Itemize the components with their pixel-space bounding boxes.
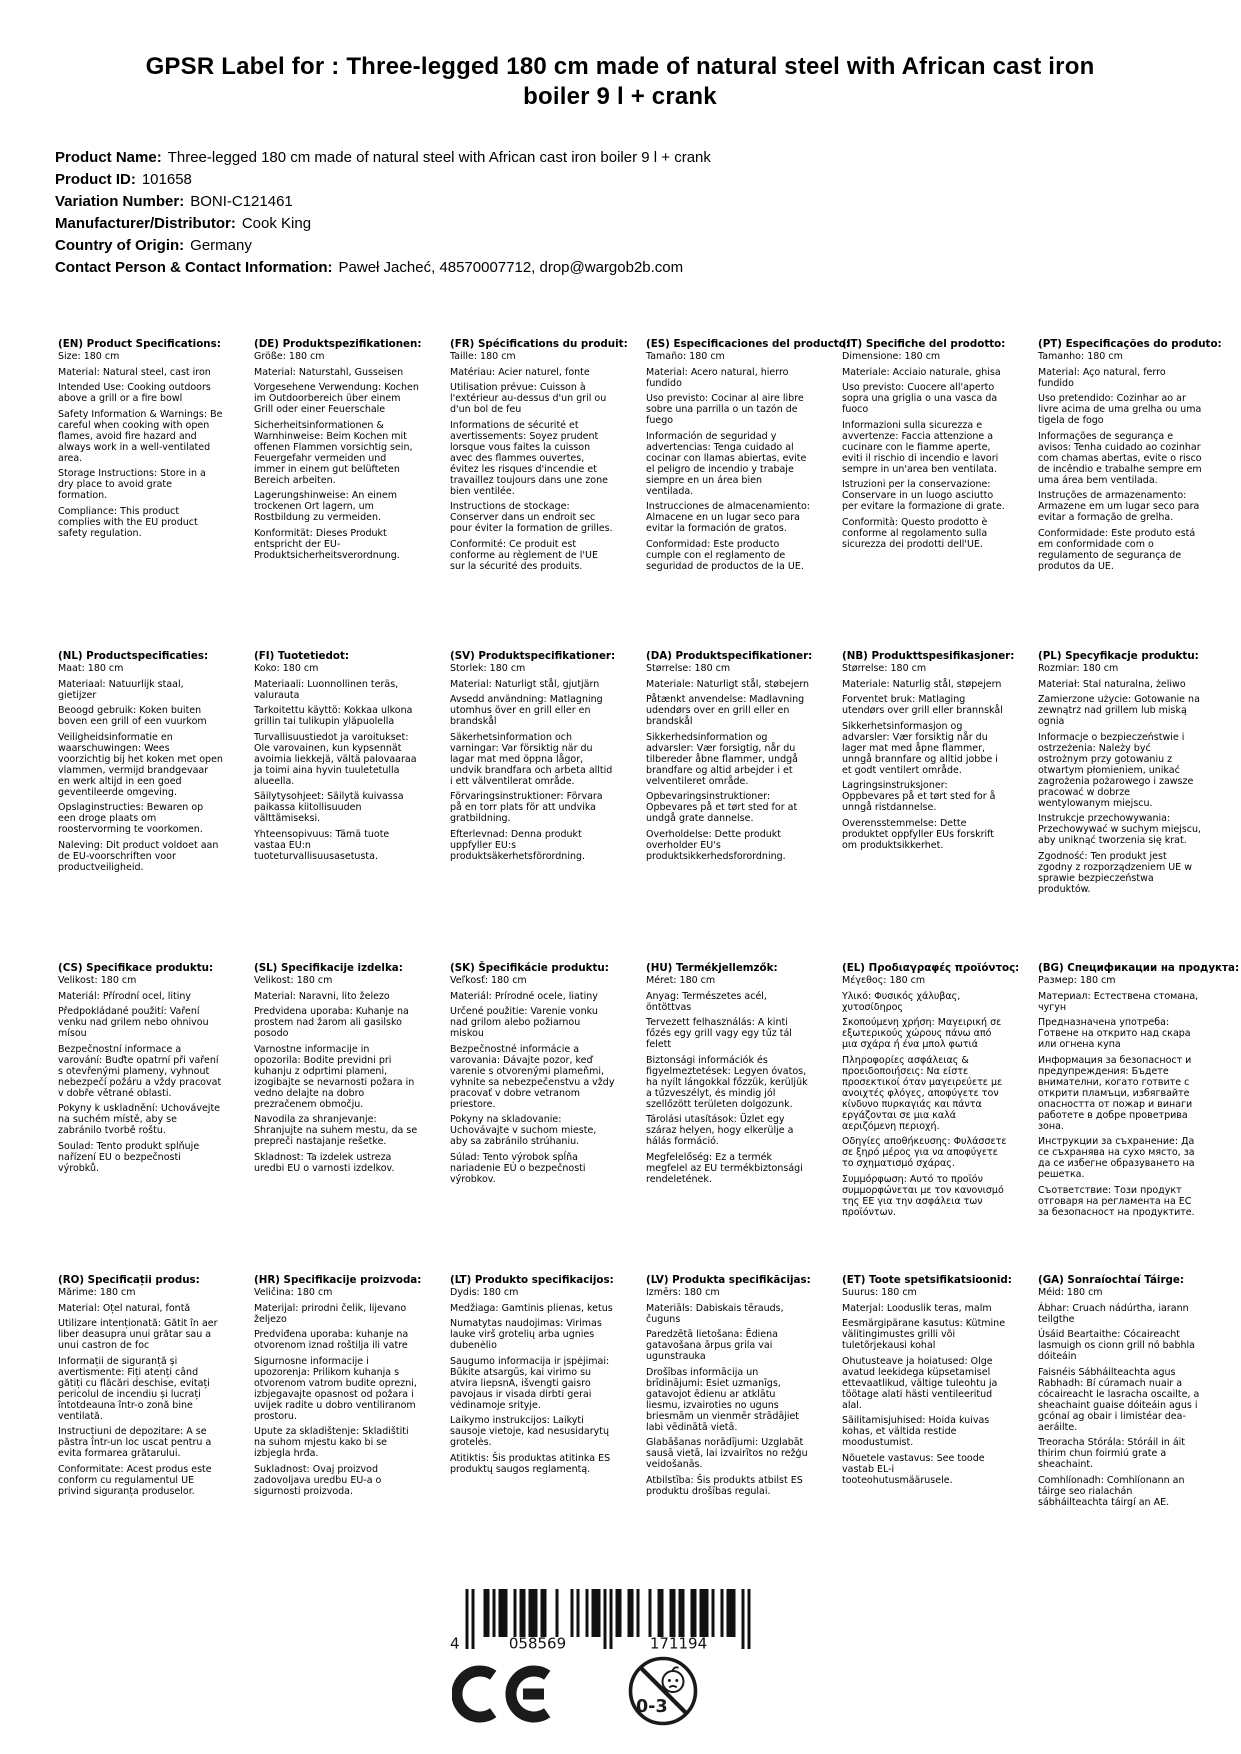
spec-paragraph: Opbevaringsinstruktioner: Opbevares på et tørt sted for at undgå grate dannelse. — [646, 791, 798, 824]
spec-paragraph: Tamanho: 180 cm — [1038, 351, 1123, 362]
spec-paragraph: Materiál: Přírodní ocel, litiny — [58, 990, 191, 1002]
barcode-lead-digit: 4 — [449, 1634, 460, 1653]
language-block-heading: (HR) Specifikacije proizvoda: — [254, 1274, 422, 1286]
barcode-bar — [592, 1589, 595, 1637]
info-field — [55, 191, 711, 213]
barcode-bar — [730, 1589, 733, 1637]
spec-paragraph: Предназначена употреба: Готвене на открито над скара или огнена купа — [1038, 1017, 1191, 1050]
barcode-bar — [673, 1589, 676, 1637]
barcode-bar — [691, 1589, 694, 1637]
spec-paragraph: Материал: Естествена стомана, чугун — [1038, 990, 1199, 1013]
barcode-bar — [544, 1589, 547, 1637]
spec-paragraph: Intended Use: Cooking outdoors above a grill or a fire bowl — [58, 382, 211, 404]
spec-paragraph: Rozmiar: 180 cm — [1038, 663, 1119, 674]
spec-paragraph: Bezpečnostné informácie a varovania: Dávajte pozor, keď varenie s otvorenými plameňmi, vyhnite sa nebezpečenstvu a vždy pracovať v dobre vetranom priestore. — [450, 1043, 615, 1110]
info-field — [55, 169, 711, 191]
spec-paragraph: Treoracha Stórála: Stóráil in áit thirim chun foirmiú grate a sheachaint. — [1038, 1437, 1186, 1470]
spec-paragraph: Safety Information & Warnings: Be careful when cooking with open flames, avoid fire hazard and always work in a well-ventilated area. — [58, 408, 223, 464]
spec-paragraph: Určené použitie: Varenie vonku nad grilom alebo požiarnou miskou — [450, 1006, 598, 1039]
barcode-bar — [499, 1589, 502, 1637]
spec-paragraph: Ábhar: Cruach nádúrtha, iarann teilgthe — [1038, 1302, 1189, 1325]
spec-paragraph: Turvallisuustiedot ja varoitukset: Ole varovainen, kun kypsennät avoimia liekkejä, vältä palovaaraa ja toimi aina hyvin tuuletetulla alueella. — [254, 731, 417, 787]
spec-paragraph: Materijal: prirodni čelik, lijevano željezo — [254, 1302, 407, 1325]
language-block-heading: (ET) Toote spetsifikatsioonid: — [842, 1274, 1012, 1286]
barcode-bar — [598, 1589, 601, 1637]
barcode-bar — [541, 1589, 544, 1637]
spec-paragraph: Megfelelőség: Ez a termék megfelel az EU termékbiztonsági rendeletének. — [646, 1151, 803, 1185]
spec-paragraph: Upute za skladištenje: Skladištiti na suhom mjestu kako bi se izbjegla hrđa. — [254, 1426, 409, 1459]
language-block — [842, 650, 1015, 962]
barcode-bar — [637, 1589, 640, 1637]
spec-paragraph: Информация за безопасност и предупреждения: Бъдете внимателни, когато готвите с открити пламъци, избягвайте опасността от пожар и винаги работете в добре проветрива зона. — [1038, 1054, 1193, 1132]
language-block — [646, 338, 850, 650]
spec-paragraph: Overholdelse: Dette produkt overholder EU's produktsikkerhedsforordning. — [646, 828, 786, 862]
language-block — [58, 1274, 223, 1586]
info-value: Three-legged 180 cm made of natural steel with African cast iron boiler 9 l + crank — [167, 149, 711, 166]
spec-paragraph: Dydis: 180 cm — [450, 1287, 519, 1298]
language-block-heading: (DE) Produktspezifikationen: — [254, 338, 422, 350]
spec-paragraph: Predviđena uporaba: kuhanje na otvorenom iznad roštilja ili vatre — [254, 1329, 409, 1351]
language-block-heading: (HU) Termékjellemzők: — [646, 962, 778, 974]
spec-paragraph: Materiale: Naturlig stål, støpejern — [842, 678, 1002, 690]
barcode-bar — [595, 1589, 598, 1637]
spec-paragraph: Sicherheitsinformationen & Warnhinweise: Beim Kochen mit offenen Flammen vorsichtig sein, Feuergefahr vermeiden und immer in einem gut belüfteten Bereich arbeiten. — [254, 419, 413, 486]
info-field — [55, 213, 711, 235]
spec-paragraph: Инструкции за съхранение: Да се съхранява на сухо място, за да се избегне образуването на решетка. — [1038, 1136, 1195, 1180]
language-block — [254, 338, 422, 650]
spec-paragraph: Předpokládané použití: Vaření venku nad grilem nebo ohnivou mísou — [58, 1006, 209, 1039]
spec-paragraph: Navodila za shranjevanje: Shranjujte na suhem mestu, da se prepreči nastajanje rešetke. — [254, 1114, 418, 1147]
info-label: Country of Origin: — [55, 237, 185, 254]
info-value: BONI-C121461 — [190, 193, 293, 210]
language-block-heading: (SL) Specifikacije izdelka: — [254, 962, 403, 974]
spec-paragraph: Saugumo informacija ir įspėjimai: Būkite atsargūs, kai virimo su atvira liepsnA, išvengti gaisro pavojaus ir visada dirbti gerai vėdinamoje srityje. — [450, 1355, 610, 1411]
spec-paragraph: Material: Oțel natural, fontă — [58, 1302, 191, 1314]
language-block — [254, 962, 419, 1274]
spec-paragraph: Velikost: 180 cm — [58, 975, 137, 986]
spec-paragraph: Material: Natural steel, cast iron — [58, 366, 211, 378]
language-block-heading: (NB) Produkttspesifikasjoner: — [842, 650, 1015, 662]
spec-paragraph: Sukladnost: Ovaj proizvod zadovoljava uredbu EU-a o sigurnosti proizvoda. — [254, 1463, 382, 1497]
barcode-bar — [514, 1589, 517, 1637]
spec-paragraph: Soulad: Tento produkt splňuje nařízení EU o bezpečnosti výrobků. — [58, 1140, 200, 1174]
spec-paragraph: Påtænkt anvendelse: Madlavning udendørs over en grill eller en brandskål — [646, 694, 805, 727]
language-block — [646, 1274, 811, 1586]
spec-paragraph: Συμμόρφωση: Αυτό το προϊόν συμμορφώνεται με τον κανονισμό της ΕΕ για την ασφάλεια των προϊόντων. — [842, 1173, 1004, 1218]
barcode-bar — [472, 1589, 475, 1649]
page-title: GPSR Label for : Three-legged 180 cm made of natural steel with African cast iron boiler 9 l + crank — [145, 53, 1095, 110]
language-block — [450, 650, 615, 962]
spec-paragraph: Conformidade: Este produto está em conformidade com o regulamento de segurança de produtos da UE. — [1038, 527, 1196, 572]
spec-paragraph: Pokyny na skladovanie: Uchovávajte v suchom mieste, aby sa zabránilo strúhaniu. — [450, 1114, 597, 1147]
spec-paragraph: Tarkoitettu käyttö: Kokkaa ulkona grillin tai tulikupin yläpuolella — [254, 705, 413, 727]
spec-paragraph: Beoogd gebruik: Koken buiten boven een grill of een vuurkom — [58, 705, 207, 727]
language-block — [646, 962, 811, 1274]
spec-paragraph: Size: 180 cm — [58, 351, 120, 362]
language-block-heading: (LT) Produkto specifikacijos: — [450, 1274, 614, 1286]
barcode-bar — [520, 1589, 523, 1637]
spec-paragraph: Ohutusteave ja hoiatused: Olge avatud leekidega küpsetamisel ettevaatlikud, vältige tuleohtu ja töötage alati hästi ventileeritud alal. — [842, 1355, 998, 1411]
barcode-bar — [733, 1589, 736, 1637]
spec-paragraph: Dimensione: 180 cm — [842, 351, 941, 362]
barcode-bar — [631, 1589, 634, 1637]
barcode-bar — [670, 1589, 673, 1637]
info-label: Manufacturer/Distributor: — [55, 215, 236, 232]
spec-paragraph: Istruzioni per la conservazione: Conservare in un luogo asciutto per evitare la formazione di grate. — [842, 479, 1005, 512]
barcode-bar — [619, 1589, 622, 1637]
language-block — [450, 1274, 615, 1586]
spec-paragraph: Utilizare intenționată: Gătit în aer liber deasupra unui grătar sau a unui castron de foc — [58, 1318, 218, 1351]
spec-paragraph: Materiale: Acciaio naturale, ghisa — [842, 366, 1001, 378]
spec-paragraph: Sikkerhedsinformation og advarsler: Vær forsigtig, når du tilbereder åbne flammer, undgå brandfare og altid arbejder i et velventileret område. — [646, 731, 798, 787]
barcode-bar — [487, 1589, 490, 1637]
barcode-bar — [700, 1589, 703, 1637]
barcode-bar — [484, 1589, 487, 1637]
barcode-bar — [742, 1589, 745, 1649]
language-block-heading: (EL) Προδιαγραφές προϊόντος: — [842, 962, 1020, 974]
barcode-left-digits: 058569 — [508, 1634, 567, 1653]
barcode-bar — [610, 1589, 613, 1649]
spec-paragraph: Informații de siguranță și avertismente: Fiți atenți când gătiți cu flăcări deschise, evitați pericolul de incendiu și lucrați întotdeauna într-o zonă bine ventilată. — [58, 1355, 210, 1422]
spec-paragraph: Paredzētā lietošana: Ēdiena gatavošana ārpus grila vai ugunstrauka — [646, 1329, 778, 1362]
barcode-bar — [502, 1589, 505, 1637]
language-block-heading: (PT) Especificações do produto: — [1038, 338, 1222, 350]
spec-paragraph: Úsáid Beartaithe: Cócaireacht lasmuigh os cionn grill nó babhla dóiteáin — [1038, 1329, 1196, 1362]
language-block-heading: (DA) Produktspecifikationer: — [646, 650, 813, 662]
barcode-bar — [661, 1589, 664, 1637]
barcode-bar — [604, 1589, 607, 1649]
spec-paragraph: Avsedd användning: Matlagning utomhus över en grill eller en brandskål — [450, 694, 603, 727]
info-label: Product ID: — [55, 171, 136, 188]
spec-paragraph: Conformità: Questo prodotto è conforme al regolamento sulla sicurezza dei prodotti dell'UE. — [842, 516, 988, 550]
spec-paragraph: Maat: 180 cm — [58, 663, 124, 674]
language-block — [58, 338, 223, 650]
age-warning-0-3-icon — [626, 1654, 700, 1728]
language-block-heading: (IT) Specifiche del prodotto: — [842, 338, 1006, 350]
spec-paragraph: Atitiktis: Šis produktas atitinka ES produktų saugos reglamentą. — [450, 1452, 611, 1475]
spec-paragraph: Anyag: Természetes acél, öntöttvas — [646, 990, 767, 1013]
spec-paragraph: Taille: 180 cm — [450, 351, 516, 362]
spec-paragraph: Größe: 180 cm — [254, 351, 325, 362]
language-block — [842, 962, 1020, 1274]
spec-paragraph: Størrelse: 180 cm — [842, 663, 927, 674]
spec-paragraph: Bezpečnostní informace a varování: Buďte opatrní při vaření s otevřenými plameny, vyhnout nebezpečí požáru a vždy pracovat v dobře větrané oblasti. — [58, 1043, 222, 1099]
spec-paragraph: Súlad: Tento výrobok spĺňa nariadenie EÚ o bezpečnosti výrobkov. — [450, 1151, 586, 1185]
spec-paragraph: Méret: 180 cm — [646, 975, 716, 986]
barcode-bar — [571, 1589, 574, 1637]
spec-paragraph: Instructions de stockage: Conserver dans un endroit sec pour éviter la formation de grilles. — [450, 501, 613, 534]
spec-paragraph: Sikkerhetsinformasjon og advarsler: Vær forsiktig når du lager mat med åpne flammer, unngå brannfare og alltid jobbe i et godt ventilert område. — [842, 720, 998, 776]
spec-paragraph: Medžiaga: Gamtinis plienas, ketus — [450, 1302, 613, 1314]
spec-paragraph: Materiaal: Natuurlijk staal, gietijzer — [58, 678, 184, 701]
language-block — [1038, 962, 1240, 1274]
spec-paragraph: Forventet bruk: Matlaging utendørs over grill eller brannskål — [842, 694, 1003, 716]
barcode-bar — [586, 1589, 589, 1637]
spec-paragraph: Materiał: Stal naturalna, żeliwo — [1038, 678, 1186, 690]
spec-paragraph: Velikost: 180 cm — [254, 975, 333, 986]
spec-paragraph: Overensstemmelse: Dette produktet oppfyller EUs forskrift om produktsikkerhet. — [842, 817, 995, 851]
spec-paragraph: Säilitamisjuhised: Hoida kuivas kohas, et vältida restide moodustumist. — [842, 1415, 990, 1448]
barcode-bar — [658, 1589, 661, 1637]
language-block — [842, 1274, 1012, 1586]
language-block-heading: (CS) Specifikace produktu: — [58, 962, 214, 974]
spec-paragraph: Instrucciones de almacenamiento: Almacene en un lugar seco para evitar la formación de gratos. — [646, 501, 810, 534]
spec-paragraph: Lagerungshinweise: An einem trockenen Ort lagern, um Rostbildung zu vermeiden. — [254, 490, 398, 523]
barcode-bar — [682, 1589, 685, 1637]
spec-paragraph: Koko: 180 cm — [254, 663, 319, 674]
spec-paragraph: Drošības informācija un brīdinājumi: Esiet uzmanīgs, gatavojot ēdienu ar atklātu liesmu, izvairoties no uguns briesmām un vienmēr strādājiet labi vēdinātā vietā. — [646, 1366, 800, 1433]
spec-paragraph: Uso previsto: Cuocere all'aperto sopra una griglia o una vasca da fuoco — [842, 382, 998, 415]
spec-paragraph: Μέγεθος: 180 cm — [842, 975, 926, 986]
spec-paragraph: Οδηγίες αποθήκευσης: Φυλάσσετε σε ξηρό μέρος για να αποφύγετε το σχηματισμό σχάρας. — [842, 1136, 1007, 1169]
spec-paragraph: Instruções de armazenamento: Armazene em um lugar seco para evitar a formação de grelha. — [1038, 490, 1200, 523]
barcode-bar — [694, 1589, 697, 1637]
spec-paragraph: Konformität: Dieses Produkt entspricht der EU-Produktsicherheitsverordnung. — [254, 527, 400, 561]
spec-paragraph: Izmērs: 180 cm — [646, 1287, 720, 1298]
spec-paragraph: Conformitate: Acest produs este conform cu regulamentul UE privind siguranța produselor. — [58, 1463, 212, 1497]
spec-paragraph: Storage Instructions: Store in a dry place to avoid grate formation. — [58, 468, 206, 501]
barcode-bar — [523, 1589, 526, 1637]
spec-paragraph: Säkerhetsinformation och varningar: Var försiktig när du lagar mat med öppna lågor, undvik brandfara och arbeta alltid i ett välventilerat område. — [450, 731, 613, 787]
ean-barcode — [441, 1589, 753, 1653]
spec-paragraph: Informations de sécurité et avertissements: Soyez prudent lorsque vous faites la cuisson avec des flammes ouvertes, évitez les risques d'incendie et travaillez toujours dans une zone bien ventilée. — [450, 419, 608, 497]
spec-paragraph: Lagringsinstruksjoner: Oppbevares på et tørt sted for å unngå ristdannelse. — [842, 780, 996, 813]
language-block-heading: (PL) Specyfikacje produktu: — [1038, 650, 1199, 662]
spec-paragraph: Méid: 180 cm — [1038, 1287, 1103, 1298]
language-block-heading: (BG) Спецификации на продукта: — [1038, 962, 1240, 974]
spec-paragraph: Material: Naturstahl, Gusseisen — [254, 366, 404, 378]
barcode-bar — [748, 1589, 751, 1649]
info-field — [55, 235, 711, 257]
info-label: Contact Person & Contact Information: — [55, 259, 333, 276]
spec-paragraph: Zamierzone użycie: Gotowanie na zewnątrz nad grillem lub miską ognia — [1038, 694, 1200, 727]
spec-paragraph: Material: Naturligt stål, gjutjärn — [450, 678, 600, 690]
language-block — [58, 650, 223, 962]
spec-paragraph: Vorgesehene Verwendung: Kochen im Outdoorbereich über einem Grill oder einer Feuerschale — [254, 382, 419, 415]
barcode-right-digits: 171194 — [649, 1634, 708, 1653]
spec-paragraph: Efterlevnad: Denna produkt uppfyller EU:s produktsäkerhetsförordning. — [450, 828, 586, 862]
barcode-bar — [535, 1589, 538, 1637]
spec-paragraph: Atbilstība: Šis produkts atbilst ES produktu drošības regulai. — [646, 1474, 803, 1497]
ce-mark-icon — [452, 1662, 558, 1726]
spec-paragraph: Informacje o bezpieczeństwie i ostrzeżenia: Należy być ostrożnym przy gotowaniu z otwartym płomieniem, unikać zagrożenia pożarowego i zawsze pracować w dobrze wentylowanym miejscu. — [1038, 731, 1194, 809]
info-value: Germany — [190, 237, 252, 254]
language-block — [1038, 338, 1222, 650]
barcode-bar — [721, 1589, 724, 1637]
spec-paragraph: Materiāls: Dabiskais tērauds, čuguns — [646, 1302, 784, 1325]
spec-paragraph: Mărime: 180 cm — [58, 1287, 136, 1298]
spec-paragraph: Veľkosť: 180 cm — [450, 975, 527, 986]
barcode-bar — [493, 1589, 496, 1637]
spec-paragraph: Varnostne informacije in opozorila: Bodite previdni pri kuhanju z odprtimi plameni, izogibajte se nevarnosti požara in vedno delajte na dobro prezračenem območju. — [254, 1043, 415, 1110]
info-field — [55, 147, 711, 169]
barcode-bar — [649, 1589, 652, 1637]
barcode-bar — [529, 1589, 532, 1637]
spec-paragraph: Informações de segurança e avisos: Tenha cuidado ao cozinhar com chamas abertas, evite o risco de incêndio e trabalhe sempre em uma área bem ventilada. — [1038, 430, 1202, 486]
spec-paragraph: Materiál: Prírodné ocele, liatiny — [450, 990, 598, 1002]
spec-paragraph: Utilisation prévue: Cuisson à l'extérieur au-dessus d'un gril ou d'un bol de feu — [450, 382, 607, 415]
spec-paragraph: Storlek: 180 cm — [450, 663, 526, 674]
language-block — [842, 338, 1007, 650]
barcode-bar — [556, 1589, 559, 1637]
spec-paragraph: Matériau: Acier naturel, fonte — [450, 366, 590, 378]
barcode-bar — [577, 1589, 580, 1637]
barcode-bar — [616, 1589, 619, 1637]
info-value: Paweł Jacheć, 48570007712, drop@wargob2b.com — [338, 259, 684, 276]
spec-paragraph: Conformité: Ce produit est conforme au règlement de l'UE sur la sécurité des produits. — [450, 538, 598, 572]
spec-paragraph: Informazioni sulla sicurezza e avvertenze: Faccia attenzione a cucinare con le fiamme aperte, eviti il rischio di incendio e lavori sempre in un'area ben ventilata. — [842, 419, 999, 475]
language-block-heading: (LV) Produkta specifikācijas: — [646, 1274, 811, 1286]
language-block-heading: (FI) Tuotetiedot: — [254, 650, 349, 662]
spec-paragraph: Conformidad: Este producto cumple con el reglamento de seguridad de productos de la UE. — [646, 538, 804, 572]
spec-paragraph: Numatytas naudojimas: Virimas lauke virš grotelių arba ugnies dubenėlio — [450, 1318, 602, 1351]
spec-paragraph: Uso previsto: Cocinar al aire libre sobre una parrilla o un tazón de fuego — [646, 393, 804, 426]
barcode-bar — [727, 1589, 730, 1637]
barcode-bar — [505, 1589, 508, 1637]
barcode-bar — [706, 1589, 709, 1637]
spec-paragraph: Υλικό: Φυσικός χάλυβας, χυτοσίδηρος — [842, 990, 961, 1013]
spec-paragraph: Biztonsági információk és figyelmeztetések: Legyen óvatos, ha nyílt lángokkal főzzük, kerüljük a tűzveszélyt, és mindig jól szellőzött területen dolgozunk. — [646, 1054, 808, 1110]
spec-paragraph: Veiligheidsinformatie en waarschuwingen: Wees voorzichtig bij het koken met open vlammen, vermijd brandgevaar en werk altijd in een goed geventileerde omgeving. — [58, 731, 223, 798]
info-label: Product Name: — [55, 149, 162, 166]
spec-paragraph: Skladnost: Ta izdelek ustreza uredbi EU o varnosti izdelkov. — [254, 1151, 395, 1174]
spec-paragraph: Materjal: Looduslik teras, malm — [842, 1302, 992, 1314]
spec-paragraph: Opslaginstructies: Bewaren op een droge plaats om roostervorming te voorkomen. — [58, 802, 204, 835]
spec-paragraph: Instrucțiuni de depozitare: A se păstra într-un loc uscat pentru a evita formarea grătarului. — [58, 1426, 212, 1459]
info-value: 101658 — [141, 171, 192, 188]
spec-paragraph: Uso pretendido: Cozinhar ao ar livre acima de uma grelha ou uma tigela de fogo — [1038, 393, 1202, 426]
spec-paragraph: Comhlíonadh: Comhlíonann an táirge seo rialachán sábháilteachta táirgí an AE. — [1038, 1474, 1185, 1508]
spec-paragraph: Material: Naravni, lito železo — [254, 990, 390, 1002]
info-field — [55, 257, 711, 279]
language-block-heading: (FR) Spécifications du produit: — [450, 338, 628, 350]
spec-paragraph: Instrukcje przechowywania: Przechowywać w suchym miejscu, aby uniknąć tworzenia się krat. — [1038, 813, 1202, 846]
language-block-heading: (ES) Especificaciones del producto: — [646, 338, 850, 350]
language-block-heading: (SV) Produktspecifikationer: — [450, 650, 616, 662]
ean-barcode-graphic — [441, 1589, 753, 1653]
spec-paragraph: Faisnéis Sábháilteachta agus Rabhadh: Bí cúramach nuair a cócaireacht le lasracha oscailte, a sheachaint guaise dóiteáin agus i gcónaí ag obair i limistéar dea-aeráilte. — [1038, 1366, 1200, 1433]
language-block — [254, 1274, 422, 1586]
spec-paragraph: Material: Acero natural, hierro fundido — [646, 366, 789, 389]
spec-paragraph: Eesmärgipärane kasutus: Kütmine välitingimustes grilli või tuletõrjekausi kohal — [842, 1318, 1006, 1351]
spec-paragraph: Materiaali: Luonnollinen teräs, valurauta — [254, 678, 399, 701]
barcode-bar — [712, 1589, 715, 1637]
spec-paragraph: Πληροφορίες ασφάλειας & προειδοποιήσεις: Να είστε προσεκτικοί όταν μαγειρεύετε με ανοιχτές φλόγες, αποφύγετε τον κίνδυνο πυρκαγιάς και πάντα εργάζονται σε μια καλά αεριζόμενη περιοχή. — [842, 1054, 1003, 1132]
info-label: Variation Number: — [55, 193, 185, 210]
spec-paragraph: Tervezett felhasználás: A kinti főzés egy grill vagy egy tűz tál felett — [646, 1017, 792, 1050]
spec-paragraph: Pokyny k uskladnění: Uchovávejte na suchém místě, aby se zabránilo tvorbě roštu. — [58, 1103, 221, 1136]
language-block — [646, 650, 811, 962]
barcode-bar — [532, 1589, 535, 1637]
spec-paragraph: Glabāšanas norādījumi: Uzglabāt sausā vietā, lai izvairītos no režģu veidošanās. — [646, 1437, 808, 1470]
language-block-heading: (RO) Specificații produs: — [58, 1274, 200, 1286]
spec-paragraph: Compliance: This product complies with the EU product safety regulation. — [58, 505, 198, 539]
language-block — [450, 338, 628, 650]
barcode-bar — [703, 1589, 706, 1637]
language-specs-grid — [58, 338, 1240, 1586]
spec-paragraph: Съответствие: Този продукт отговаря на регламента на ЕС за безопасност на продуктите. — [1038, 1184, 1195, 1218]
spec-paragraph: Materiale: Naturligt stål, støbejern — [646, 678, 810, 690]
spec-paragraph: Material: Aço natural, ferro fundido — [1038, 366, 1166, 389]
language-block — [1038, 650, 1203, 962]
language-block — [1038, 1274, 1203, 1586]
spec-paragraph: Tamaño: 180 cm — [646, 351, 725, 362]
product-info-block — [55, 147, 711, 279]
age-warning-label: 0-3 — [636, 1697, 668, 1717]
barcode-bar — [466, 1589, 469, 1649]
barcode-bar — [628, 1589, 631, 1637]
spec-paragraph: Säilytysohjeet: Säilytä kuivassa paikassa kiitollisuuden välttämiseksi. — [254, 791, 404, 824]
spec-paragraph: Predvidena uporaba: Kuhanje na prostem nad žarom ali gasilsko posodo — [254, 1006, 409, 1039]
spec-paragraph: Naleving: Dit product voldoet aan de EU-voorschriften voor productveiligheid. — [58, 839, 219, 873]
spec-paragraph: Размер: 180 cm — [1038, 975, 1116, 986]
barcode-bar — [679, 1589, 682, 1637]
spec-paragraph: Förvaringsinstruktioner: Förvara på en torr plats för att undvika gratbildning. — [450, 791, 603, 824]
spec-paragraph: Nõuetele vastavus: See toode vastab EL-i tooteohutusmäärusele. — [842, 1452, 985, 1486]
language-block-heading: (EN) Product Specifications: — [58, 338, 221, 350]
language-block — [58, 962, 223, 1274]
spec-paragraph: Tárolási utasítások: Üzlet egy száraz helyen, hogy elkerülje a hálás formáció. — [646, 1114, 794, 1147]
language-block-heading: (NL) Productspecificaties: — [58, 650, 209, 662]
language-block-heading: (SK) Špecifikácie produktu: — [450, 962, 609, 974]
info-value: Cook King — [241, 215, 312, 232]
spec-paragraph: Laikymo instrukcijos: Laikyti sausoje vietoje, kad nesusidarytų grotelės. — [450, 1415, 609, 1448]
spec-paragraph: Información de seguridad y advertencias: Tenga cuidado al cocinar con llamas abiertas, evite el peligro de incendio y trabaje siempre en un área bien ventilada. — [646, 430, 807, 497]
language-block-heading: (GA) Sonraíochtaí Táirge: — [1038, 1274, 1185, 1286]
language-block — [254, 650, 419, 962]
spec-paragraph: Zgodność: Ten produkt jest zgodny z rozporządzeniem UE w sprawie bezpieczeństwa produktów. — [1038, 850, 1192, 895]
language-block — [450, 962, 615, 1274]
spec-paragraph: Yhteensopivuus: Tämä tuote vastaa EU:n tuoteturvallisuusasetusta. — [254, 828, 390, 862]
spec-paragraph: Suurus: 180 cm — [842, 1287, 917, 1298]
spec-paragraph: Sigurnosne informacije i upozorenja: Prilikom kuhanja s otvorenom vatrom budite oprezni, izbjegavajte opasnost od požara i uvijek radite u dobro ventiliranom prostoru. — [254, 1355, 417, 1422]
spec-paragraph: Veličina: 180 cm — [254, 1287, 333, 1298]
spec-paragraph: Σκοπούμενη χρήση: Μαγειρική σε εξωτερικούς χώρους πάνω από μια σχάρα ή ένα μπολ φωτιά — [842, 1017, 1002, 1050]
spec-paragraph: Størrelse: 180 cm — [646, 663, 731, 674]
